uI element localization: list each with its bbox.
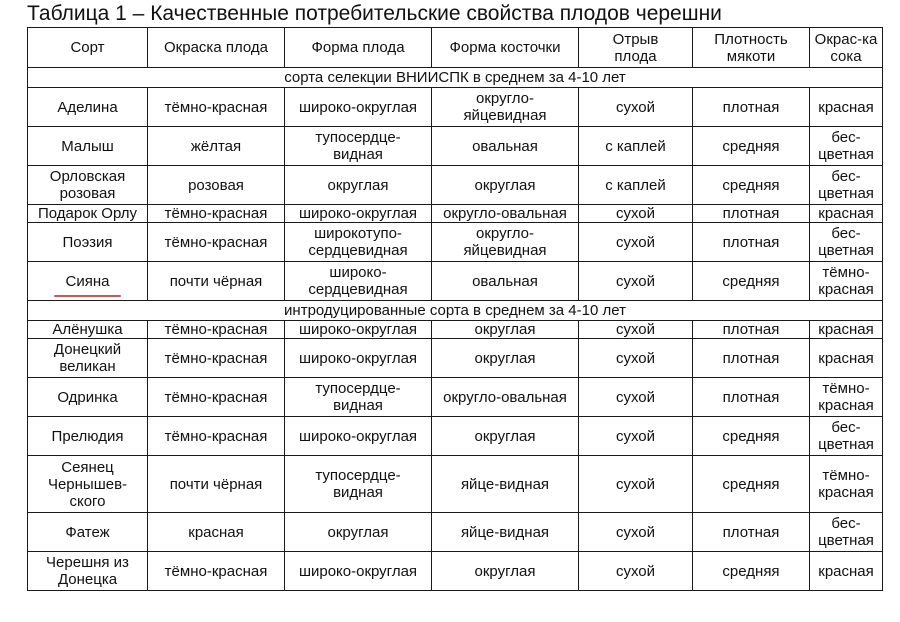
property-cell: сухой (579, 417, 693, 456)
variety-name-cell (28, 262, 148, 301)
table-row (28, 321, 883, 339)
property-cell: овальная (432, 127, 579, 166)
column-header: Форма плода (285, 28, 432, 68)
property-cell: сухой (579, 513, 693, 552)
table-row (28, 127, 883, 166)
header-row (28, 28, 883, 68)
property-cell: сухой (579, 321, 693, 339)
property-cell: широко-округлая (285, 339, 432, 378)
property-cell: красная (810, 88, 883, 127)
property-cell: округлая (285, 166, 432, 205)
property-cell: тёмно- красная (810, 456, 883, 513)
variety-name-cell: Одринка (28, 378, 148, 417)
column-header: Форма косточки (432, 28, 579, 68)
property-cell: округлая (432, 321, 579, 339)
property-cell: широко-округлая (285, 88, 432, 127)
property-cell: средняя (693, 127, 810, 166)
property-cell: широко-округлая (285, 205, 432, 223)
property-cell: сухой (579, 223, 693, 262)
column-header: Окрас-ка сока (810, 28, 883, 68)
property-cell: с каплей (579, 166, 693, 205)
property-cell: жёлтая (148, 127, 285, 166)
property-cell: плотная (693, 321, 810, 339)
property-cell: плотная (693, 205, 810, 223)
variety-name-cell: Аделина (28, 88, 148, 127)
property-cell: округлая (432, 552, 579, 591)
table-row (28, 552, 883, 591)
property-cell: сухой (579, 378, 693, 417)
property-cell: средняя (693, 262, 810, 301)
section-row (28, 68, 883, 88)
section-label: интродуцированные сорта в среднем за 4-10 лет (28, 301, 883, 321)
table-row (28, 166, 883, 205)
property-cell: сухой (579, 552, 693, 591)
property-cell: плотная (693, 339, 810, 378)
property-cell: округлая (285, 513, 432, 552)
variety-name-cell: Фатеж (28, 513, 148, 552)
property-cell: красная (148, 513, 285, 552)
table-row (28, 456, 883, 513)
property-cell: тёмно- красная (810, 262, 883, 301)
table-row (28, 417, 883, 456)
property-cell: тёмно-красная (148, 339, 285, 378)
variety-name-cell: Подарок Орлу (28, 205, 148, 223)
property-cell: бес- цветная (810, 417, 883, 456)
property-cell: средняя (693, 456, 810, 513)
property-cell: тёмно-красная (148, 378, 285, 417)
property-cell: сухой (579, 456, 693, 513)
property-cell: сухой (579, 205, 693, 223)
property-cell: широкотупо- сердцевидная (285, 223, 432, 262)
section-label: сорта селекции ВНИИСПК в среднем за 4-10 лет (28, 68, 883, 88)
section-row (28, 301, 883, 321)
variety-name-cell: Малыш (28, 127, 148, 166)
column-header: Сорт (28, 28, 148, 68)
property-cell: розовая (148, 166, 285, 205)
property-cell: плотная (693, 223, 810, 262)
property-cell: округлая (432, 339, 579, 378)
property-cell: широко-округлая (285, 552, 432, 591)
property-cell: средняя (693, 166, 810, 205)
property-cell: тупосердце- видная (285, 456, 432, 513)
property-cell: плотная (693, 378, 810, 417)
column-header: Отрыв плода (579, 28, 693, 68)
table-title: Таблица 1 – Качественные потребительские свойства плодов черешни (27, 2, 722, 25)
property-cell: широко-округлая (285, 417, 432, 456)
property-cell: сухой (579, 339, 693, 378)
table-row (28, 339, 883, 378)
property-cell: тёмно-красная (148, 417, 285, 456)
variety-name-cell: Прелюдия (28, 417, 148, 456)
table-row (28, 205, 883, 223)
property-cell: бес- цветная (810, 513, 883, 552)
table-row (28, 378, 883, 417)
column-header: Окраска плода (148, 28, 285, 68)
property-cell: тупосердце- видная (285, 127, 432, 166)
table-row (28, 513, 883, 552)
property-cell: тёмно- красная (810, 378, 883, 417)
variety-name-cell: Поэзия (28, 223, 148, 262)
property-cell: красная (810, 321, 883, 339)
table-row (28, 262, 883, 301)
underlined-variety-name: Сияна (65, 272, 110, 290)
table-body (28, 68, 883, 591)
property-cell: с каплей (579, 127, 693, 166)
property-cell: тёмно-красная (148, 321, 285, 339)
property-cell: красная (810, 552, 883, 591)
property-cell: средняя (693, 552, 810, 591)
property-cell: красная (810, 339, 883, 378)
property-cell: красная (810, 205, 883, 223)
property-cell: широко- сердцевидная (285, 262, 432, 301)
property-cell: широко-округлая (285, 321, 432, 339)
table-row (28, 88, 883, 127)
property-cell: округлая (432, 166, 579, 205)
variety-name-cell: Сеянец Чернышев- ского (28, 456, 148, 513)
property-cell: бес- цветная (810, 127, 883, 166)
property-cell: почти чёрная (148, 262, 285, 301)
property-cell: тёмно-красная (148, 205, 285, 223)
property-cell: округлая (432, 417, 579, 456)
variety-name-cell: Донецкий великан (28, 339, 148, 378)
property-cell: почти чёрная (148, 456, 285, 513)
property-cell: округло-овальная (432, 205, 579, 223)
property-cell: плотная (693, 513, 810, 552)
variety-name-cell: Алёнушка (28, 321, 148, 339)
variety-name-cell: Орловская розовая (28, 166, 148, 205)
cherry-properties-table (27, 27, 883, 591)
property-cell: яйце-видная (432, 456, 579, 513)
variety-name-cell: Черешня из Донецка (28, 552, 148, 591)
property-cell: бес- цветная (810, 166, 883, 205)
property-cell: бес- цветная (810, 223, 883, 262)
property-cell: тёмно-красная (148, 88, 285, 127)
property-cell: округло- яйцевидная (432, 223, 579, 262)
property-cell: округло- яйцевидная (432, 88, 579, 127)
property-cell: тёмно-красная (148, 223, 285, 262)
property-cell: овальная (432, 262, 579, 301)
property-cell: плотная (693, 88, 810, 127)
property-cell: сухой (579, 88, 693, 127)
column-header: Плотность мякоти (693, 28, 810, 68)
table-row (28, 223, 883, 262)
property-cell: тёмно-красная (148, 552, 285, 591)
property-cell: округло-овальная (432, 378, 579, 417)
property-cell: средняя (693, 417, 810, 456)
property-cell: тупосердце- видная (285, 378, 432, 417)
property-cell: яйце-видная (432, 513, 579, 552)
property-cell: сухой (579, 262, 693, 301)
